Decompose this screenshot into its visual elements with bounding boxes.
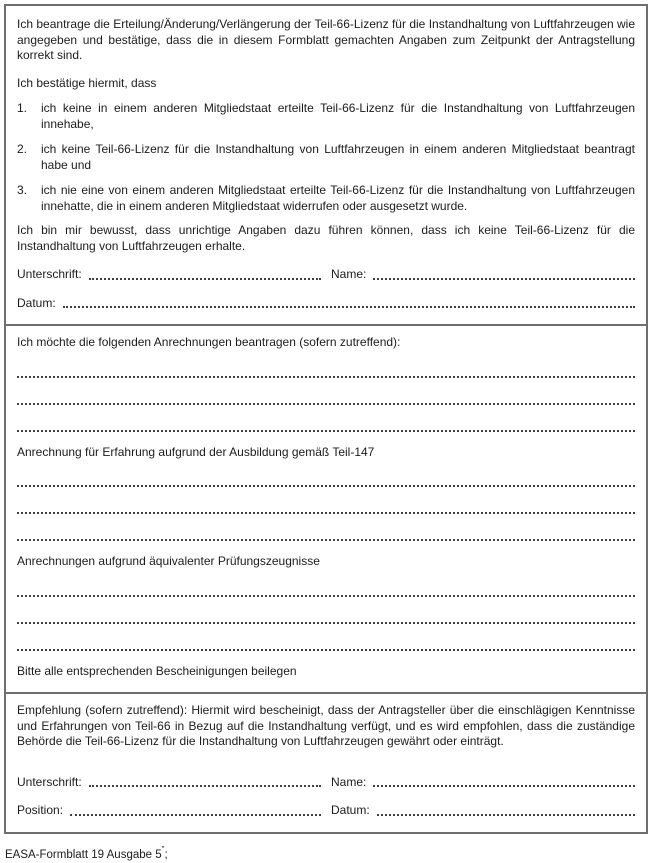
credits-equivalence-line-1[interactable] [17,570,635,597]
recommendation-text: Empfehlung (sofern zutreffend): Hiermit wird bescheinigt, dass der Antragsteller über die einschlägigen Kenntnisse und Erfahrungen von Teil-66 in Bezug auf die Instandhaltung verfügt, und es wird empfohlen, dass die zuständige Behörde die Teil-66-Lizenz für die Instandhaltung von Luftfahrzeugen gewährt oder einträgt. [17,703,635,748]
position-field [17,803,321,819]
recommender-signature-row [17,775,635,791]
credits-request-label: Ich möchte die folgenden Anrechnungen beantragen (sofern zutreffend): [17,335,401,349]
declaration-item-3 [17,183,635,214]
credits-attach-note: Bitte alle entsprechenden Bescheinigungen beilegen [17,663,297,678]
credits-request-line-1[interactable] [17,351,635,378]
date-label: Datum: [331,803,370,817]
name-label: Name: [331,774,367,789]
credits-equivalence-label: Anrechnungen aufgrund äquivalenter Prüfungszeugnisse [17,554,320,568]
spacer [17,750,635,762]
signature-field [17,775,321,791]
section-credits [6,324,646,692]
credits-part147-line-2[interactable] [17,487,635,514]
item-text: ich nie eine von einem anderen Mitgliedstaat erteilte Teil-66-Lizenz für die Instandhaltung von Luftfahrzeugen innehatte, die in einem anderen Mitgliedstaat widerrufen oder ausgesetzt wurde. [41,183,635,213]
name-line[interactable] [373,785,635,787]
credits-part147-line-1[interactable] [17,460,635,487]
signature-line[interactable] [89,785,321,787]
date-field [17,296,635,312]
name-label: Name: [331,267,367,281]
item-text: ich keine Teil-66-Lizenz für die Instandhaltung von Luftfahrzeugen in einem anderen Mitgliedstaat beantragt habe und [41,142,635,172]
form-document [4,4,648,834]
signature-line[interactable] [89,278,321,280]
credits-request-line-3[interactable] [17,405,635,432]
name-field [331,267,635,283]
date-line[interactable] [63,306,635,308]
signature-label: Unterschrift: [17,267,82,281]
name-line[interactable] [373,278,635,280]
item-number: 2. [17,142,28,156]
item-number: 1. [17,101,28,115]
applicant-signature-row [17,267,635,283]
section-declaration [6,6,646,324]
date-label: Datum: [17,295,56,310]
declaration-intro: Ich beantrage die Erteilung/Änderung/Verlängerung der Teil-66-Lizenz für die Instandhaltung von Luftfahrzeugen wie angegeben und bestätige, dass die in diesem Formblatt gemachten Angaben zum Zeitpunkt der Antragstellung korrekt sind. [17,17,635,62]
credits-part147-line-3[interactable] [17,514,635,541]
position-label: Position: [17,803,64,817]
name-field [331,775,635,791]
date-line[interactable] [377,814,635,816]
item-number: 3. [17,183,28,197]
date-field [331,803,635,819]
credits-equivalence-line-2[interactable] [17,597,635,624]
applicant-date-row [17,296,635,312]
declaration-warning: Ich bin mir bewusst, dass unrichtige Angaben dazu führen können, dass ich keine Teil-66-Lizenz für die Instandhaltung von Luftfahrzeugen erhalte. [17,223,635,253]
footer-superscript: " [161,844,165,854]
footer-form-id: EASA-Formblatt 19 Ausgabe 5 [5,848,162,861]
declaration-item-1 [17,101,635,132]
footer-tail: ; [164,848,168,861]
recommender-position-date-row [17,803,635,819]
item-text: ich keine in einem anderen Mitgliedstaat erteilte Teil-66-Lizenz für die Instandhaltung von Luftfahrzeugen innehabe, [41,101,635,131]
signature-field [17,267,321,283]
position-line[interactable] [70,814,321,816]
section-recommendation [6,692,646,832]
declaration-confirm-lead: Ich bestätige hiermit, dass [17,75,157,90]
signature-label: Unterschrift: [17,774,82,789]
credits-equivalence-line-3[interactable] [17,624,635,651]
form-footer [4,834,648,863]
declaration-item-2 [17,142,635,173]
credits-part147-label: Anrechnung für Erfahrung aufgrund der Ausbildung gemäß Teil-147 [17,444,375,459]
credits-request-line-2[interactable] [17,378,635,405]
